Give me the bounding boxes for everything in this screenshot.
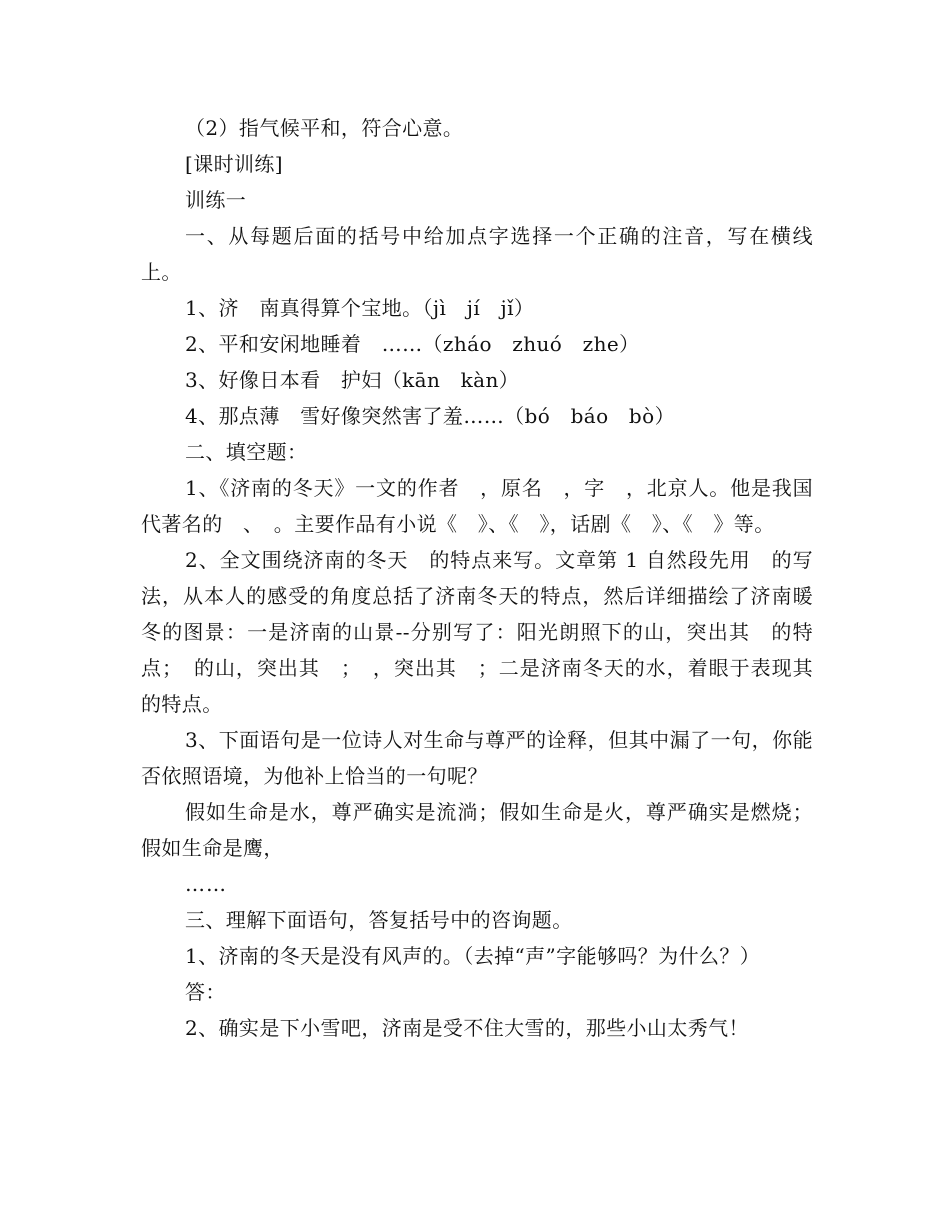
question-1-item-2: 2、平和安闲地睡着 ……（zháo zhuó zhe） (185, 332, 640, 356)
question-1-item-4: 4、那点薄 雪好像突然害了羞……（bó báo bò） (185, 404, 675, 428)
subheading-training-one: 训练一 (185, 188, 247, 212)
paragraph-definition: （2）指气候平和，符合心意。 (185, 116, 464, 140)
question-2-item-2: 2、全文围绕济南的冬天 的特点来写。文章第 1 自然段先用 的写法，从本人的感受的角度总括了济南冬天的特点，然后详细描绘了济南暖冬的图景：一是济南的山景--分别写了：阳光朗照下的山，突出其 的特点； 的山，突出其 ； ，突出其 ；二是济南冬天的水，着眼于表现其 的特点。 (141, 548, 834, 716)
ellipsis-line: …… (185, 872, 227, 896)
question-2-heading: 二、填空题： (185, 440, 308, 464)
question-3-item-2: 2、确实是下小雪吧，济南是受不住大雪的，那些小山太秀气！ (185, 1016, 749, 1040)
question-2-item-1: 1、《济南的冬天》一文的作者 ，原名 ，字 ，北京人。他是我国 代著名的 、 。主要作品有小说《 》、《 》，话剧《 》、《 》等。 (141, 476, 834, 536)
poem-lines: 假如生命是水，尊严确实是流淌；假如生命是火，尊严确实是燃烧；假如生命是鹰， (141, 800, 813, 860)
question-3-heading: 三、理解下面语句，答复括号中的咨询题。 (185, 908, 573, 932)
question-1-instructions: 一、从每题后面的括号中给加点字选择一个正确的注音，写在横线上。 (141, 224, 813, 284)
section-heading-lesson-training: [课时训练] (185, 152, 284, 176)
question-2-item-3: 3、下面语句是一位诗人对生命与尊严的诠释，但其中漏了一句，你能否依照语境，为他补上恰当的一句呢？ (141, 728, 813, 788)
answer-label: 答： (185, 980, 226, 1004)
question-3-item-1: 1、济南的冬天是没有风声的。（去掉“声”字能够吗？为什么？） (185, 944, 761, 968)
question-1-item-1: 1、济 南真得算个宝地。（jì jí jǐ） (185, 296, 535, 320)
document-page (141, 110, 834, 1046)
question-1-item-3: 3、好像日本看 护妇（kān kàn） (185, 368, 520, 392)
